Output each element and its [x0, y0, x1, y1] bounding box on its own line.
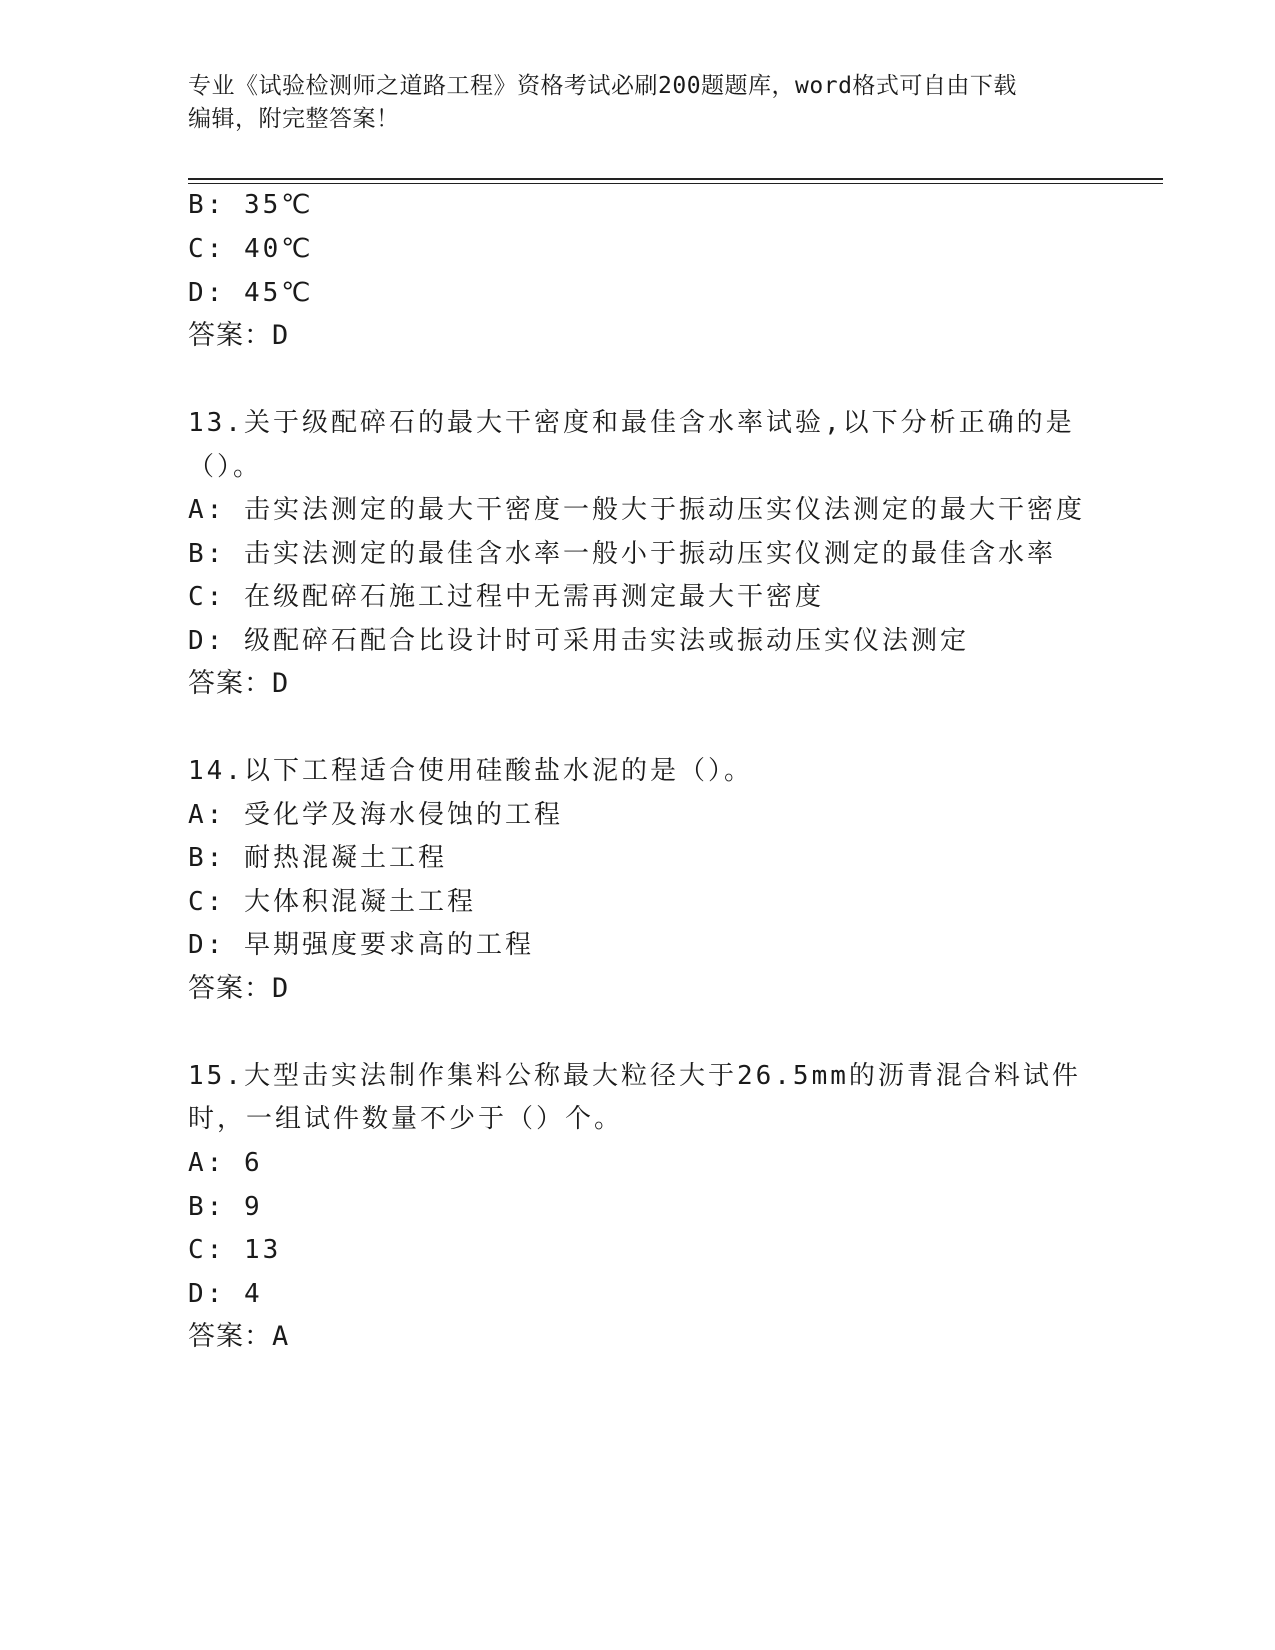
document-header [188, 70, 1088, 136]
q14-option-c: C: 大体积混凝土工程 [188, 887, 476, 917]
q13-stem-line-1: 13.关于级配碎石的最大干密度和最佳含水率试验,以下分析正确的是 [188, 408, 1075, 438]
q14-option-d: D: 早期强度要求高的工程 [188, 930, 534, 960]
q13-option-b: B: 击实法测定的最佳含水率一般小于振动压实仪测定的最佳含水率 [188, 539, 1056, 569]
q12-option-c: C: 40℃ [188, 234, 314, 264]
q15-option-a: A: 6 [188, 1148, 263, 1178]
q15-option-d: D: 4 [188, 1279, 263, 1309]
q13-option-d: D: 级配碎石配合比设计时可采用击实法或振动压实仪法测定 [188, 626, 969, 656]
q14-answer: 答案：D [188, 973, 290, 1004]
q15-stem-line-1: 15.大型击实法制作集料公称最大粒径大于26.5mm的沥青混合料试件 [188, 1061, 1081, 1091]
q15-option-b: B: 9 [188, 1192, 263, 1222]
q15-answer: 答案：A [188, 1321, 290, 1352]
q15-option-c: C: 13 [188, 1235, 282, 1265]
q13-stem-line-2: （）。 [188, 452, 263, 482]
q14-stem-line-1: 14.以下工程适合使用硅酸盐水泥的是（）。 [188, 756, 753, 786]
header-divider-thick [188, 178, 1163, 180]
header-line-2: 编辑，附完整答案！ [188, 106, 400, 132]
q14-option-a: A: 受化学及海水侵蚀的工程 [188, 800, 563, 830]
q12-option-d: D: 45℃ [188, 278, 314, 308]
q12-option-b: B: 35℃ [188, 190, 314, 220]
header-line-1: 专业《试验检测师之道路工程》资格考试必刷200题题库，word格式可自由下载 [188, 73, 1017, 99]
q14-option-b: B: 耐热混凝土工程 [188, 843, 447, 873]
q13-answer: 答案：D [188, 668, 290, 699]
header-divider-thin [188, 183, 1163, 184]
q15-stem-line-2: 时，一组试件数量不少于（）个。 [188, 1104, 624, 1134]
q13-option-c: C: 在级配碎石施工过程中无需再测定最大干密度 [188, 582, 824, 612]
q13-option-a: A: 击实法测定的最大干密度一般大于振动压实仪法测定的最大干密度 [188, 495, 1085, 525]
q12-answer: 答案：D [188, 320, 290, 351]
